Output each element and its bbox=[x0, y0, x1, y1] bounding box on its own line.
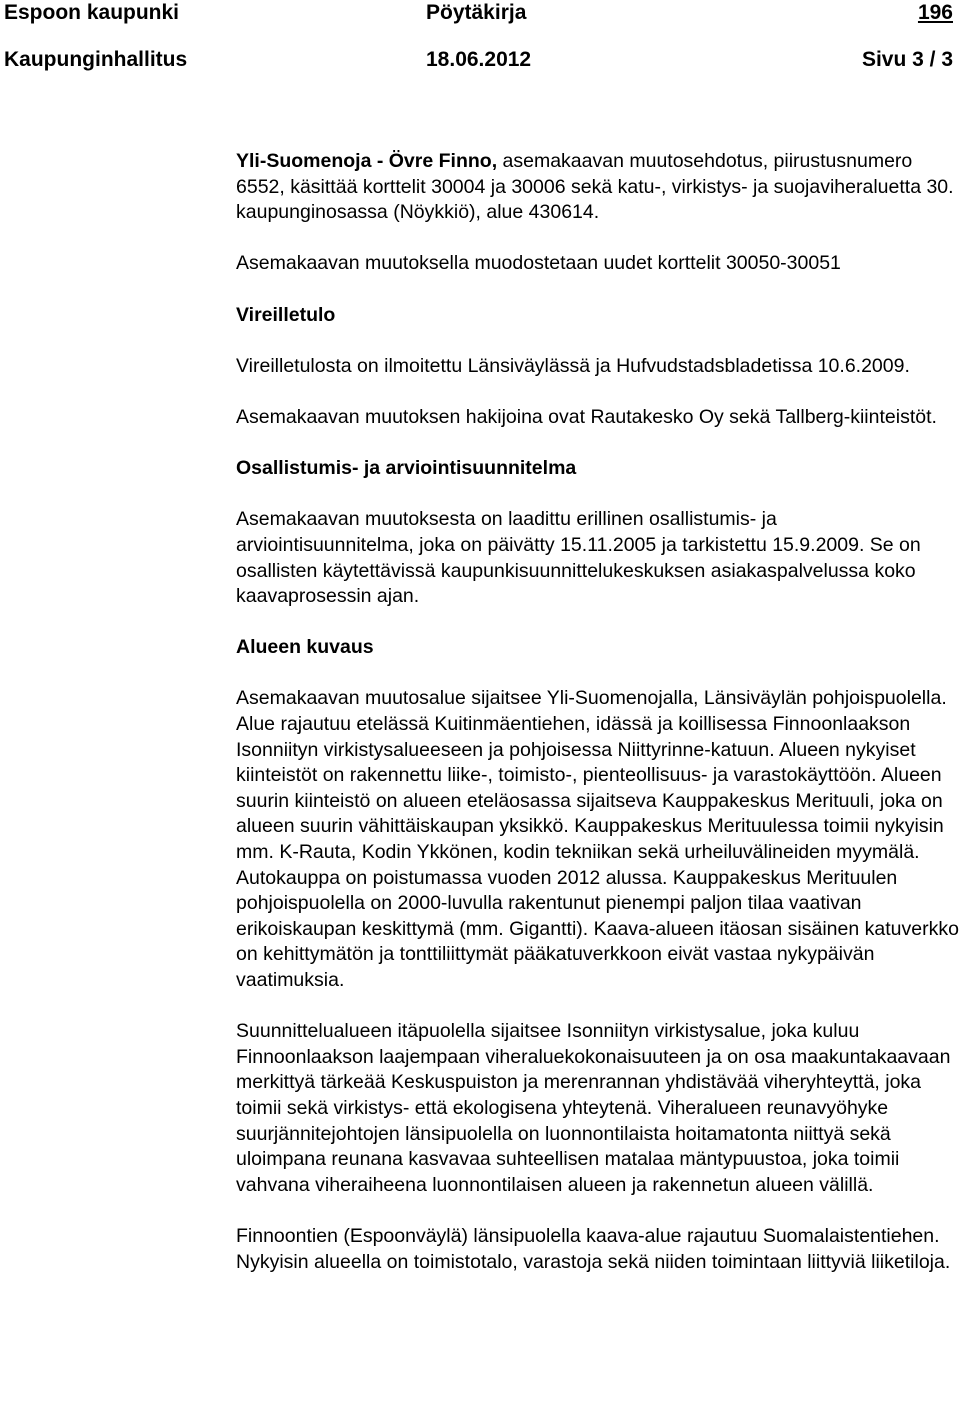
header-doc-type: Pöytäkirja bbox=[426, 1, 527, 24]
intro-title bbox=[236, 149, 960, 226]
vireilletulo-paragraph-1: Vireilletulosta on ilmoitettu Länsiväylässä ja Hufvudstadsbladetissa 10.6.2009. bbox=[236, 354, 910, 377]
intro-title-bold: Yli-Suomenoja - Övre Finno, bbox=[236, 150, 498, 172]
document-body bbox=[236, 149, 960, 1275]
alueen-kuvaus-paragraph-3: Finnoontien (Espoonväylä) länsipuolella kaava-alue rajautuu Suomalaistentiehen. Nykyisin alueella on toimistotalo, varastoja sekä niiden toimintaan liittyviä liiketiloja. bbox=[236, 1224, 951, 1273]
header-date: 18.06.2012 bbox=[426, 48, 532, 71]
osallistumis-paragraph-1: Asemakaavan muutoksesta on laadittu erillinen osallistumis- ja arviointisuunnitelma, joka on päivätty 15.11.2005 ja tarkistettu 15.9.2009. Se on osallisten käytettävissä kaupunkisuunnittelukeskuksen asiakaspalvelussa koko kaavaprosessin ajan. bbox=[236, 508, 921, 608]
header-org: Espoon kaupunki bbox=[4, 1, 180, 24]
alueen-kuvaus-paragraph-2: Suunnittelualueen itäpuolella sijaitsee Isonniityn virkistysalue, joka kuluu Finnoonlaakson laajempaan viheraluekokonaisuuteen ja on osa maakuntakaavaan merkittyä tärkeää Keskuspuiston ja merenrannan yhdistävää viheryhteyttä, joka toimii sekä virkistys- että ekologisena yhteytenä. Viheralueen reunavyöhyke suurjännitejohtojen länsipuolella on luonnontilaista hoitamatonta niittyä sekä uloimpana reunana kasvavaa suhteellisen matalaa mäntypuustoa, joka toimii vahvana viheraiheena luonnontilaisen alueen ja rakennetun alueen välillä. bbox=[236, 1020, 951, 1196]
intro-title-rest: asemakaavan muutosehdotus, piirustusnumero 6552, käsittää korttelit 30004 ja 30006 sekä katu-, virkistys- ja suojaviheraluetta 30. kaupunginosassa (Nöykkiö), alue 430614. bbox=[236, 150, 954, 224]
header-row-1 bbox=[0, 0, 960, 26]
heading-osallistumis: Osallistumis- ja arviointisuunnitelma bbox=[236, 457, 577, 480]
heading-vireilletulo: Vireilletulo bbox=[236, 303, 336, 326]
header-page-of: Sivu 3 / 3 bbox=[861, 48, 953, 71]
heading-alueen-kuvaus: Alueen kuvaus bbox=[236, 636, 374, 659]
header-page-number: 196 bbox=[917, 1, 953, 24]
alueen-kuvaus-paragraph-1: Asemakaavan muutosalue sijaitsee Yli-Suomenojalla, Länsiväylän pohjoispuolella. Alue rajautuu etelässä Kuitinmäentiehen, idässä ja koillisessa Finnoonlaakson Isonniityn virkistysalueeseen ja pohjoisessa Niittyrinne-katuun. Alueen nykyiset kiinteistöt on rakennettu liike-, toimisto-, pienteollisuus- ja varastokäyttöön. Alueen suurin kiinteistö on alueen eteläosassa sijaitseva Kauppakeskus Merituuli, joka on alueen suurin vähittäiskaupan yksikkö. Kauppakeskus Merituulessa toimii nykyisin mm. K-Rauta, Kodin Ykkönen, kodin tekniikan sekä urheiluvälineiden myymälä. Autokauppa on poistumassa vuoden 2012 alussa. Kauppakeskus Merituulen pohjoispuolella on 2000-luvulla rakentunut pienempi paljon tilaa vaativan erikoiskaupan keskittymä (mm. Gigantti). Kaava-alueen itäosan sisäinen katuverkko on kehittymätön ja tonttiliittymät pääkatuverkkoon eivät vastaa nykypäivän vaatimuksia. bbox=[236, 687, 959, 991]
vireilletulo-paragraph-2: Asemakaavan muutoksen hakijoina ovat Rautakesko Oy sekä Tallberg-kiinteistöt. bbox=[236, 405, 937, 428]
intro-summary: Asemakaavan muutoksella muodostetaan uudet korttelit 30050-30051 bbox=[236, 252, 841, 275]
header-body: Kaupunginhallitus bbox=[4, 48, 188, 71]
header-row-2 bbox=[0, 47, 960, 73]
